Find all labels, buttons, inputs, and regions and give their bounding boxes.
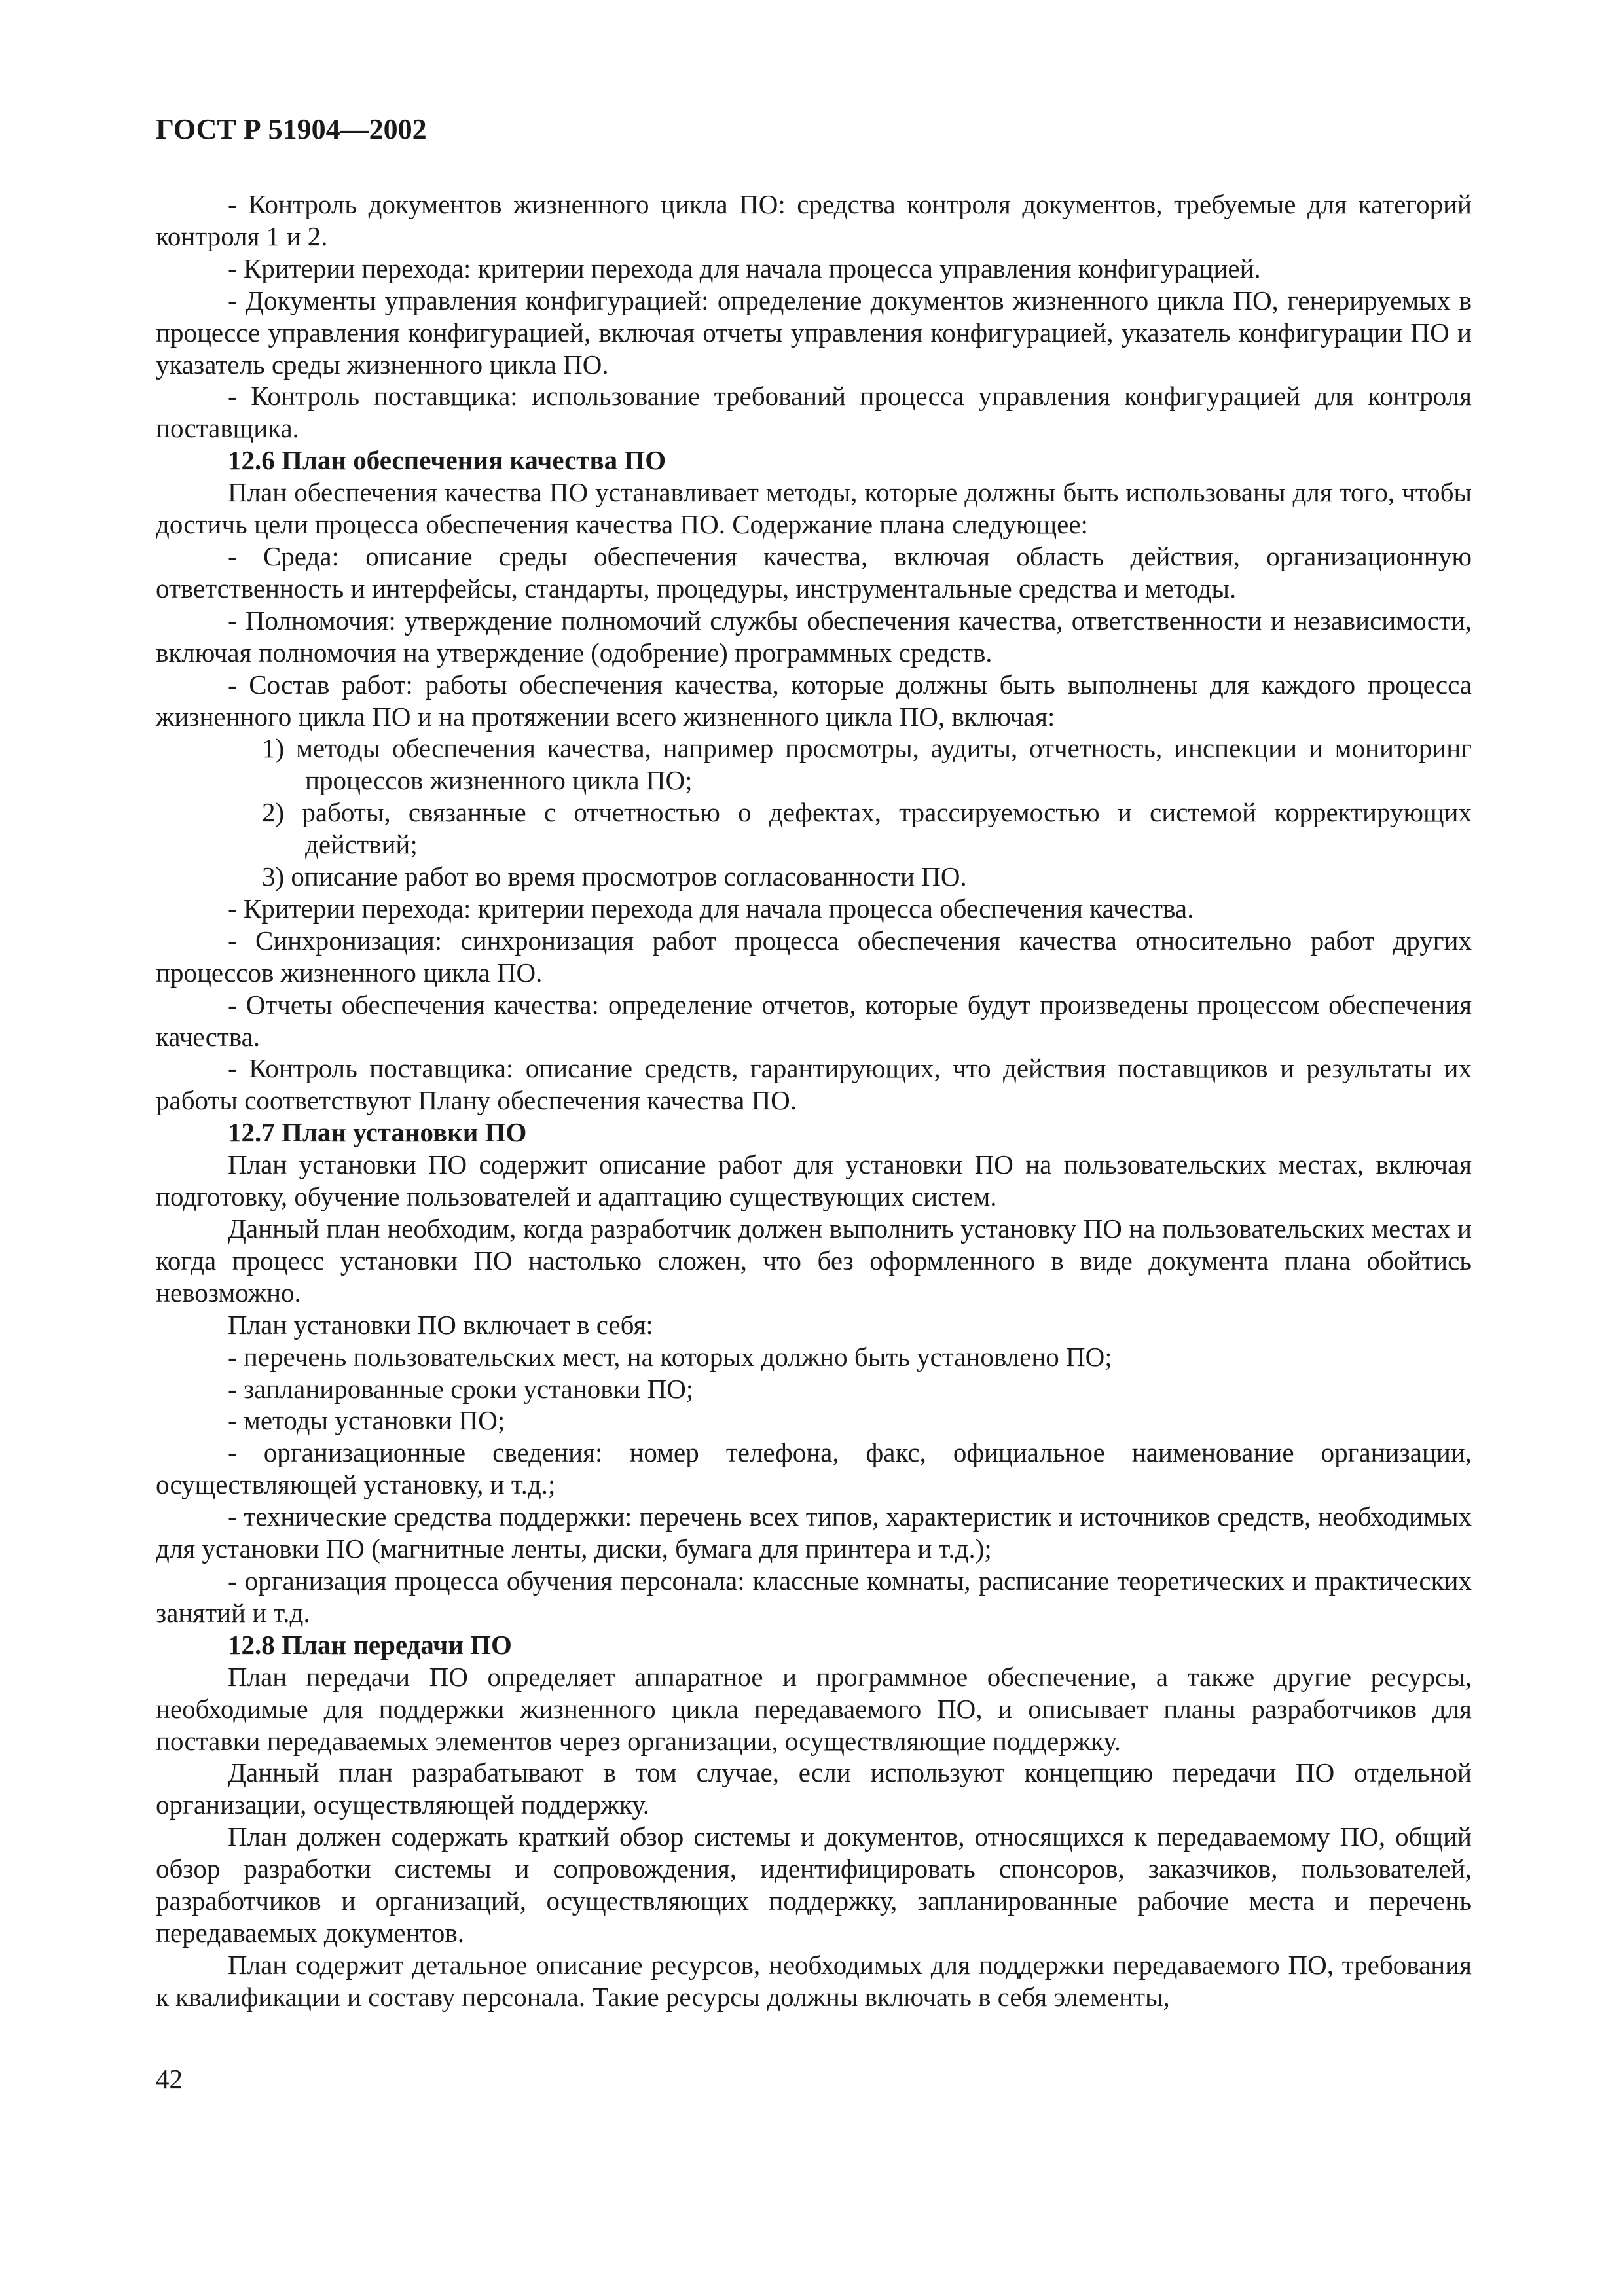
paragraph: - Состав работ: работы обеспечения качества, которые должны быть выполнены для каждого процесса жизненного цикла ПО и на протяжении всего жизненного цикла ПО, включая: bbox=[156, 669, 1472, 732]
paragraph: Данный план разрабатывают в том случае, если используют концепцию передачи ПО отдельной организации, осуществляющей поддержку. bbox=[156, 1757, 1472, 1820]
section-heading-12-7: 12.7 План установки ПО bbox=[228, 1117, 527, 1148]
numbered-list-item: 3) описание работ во время просмотров согласованности ПО. bbox=[262, 861, 967, 892]
paragraph: План должен содержать краткий обзор системы и документов, относящихся к передаваемому ПО, общий обзор разработки системы и сопровождения, идентифицировать спонсоров, заказчиков, пользователей, разработчиков и организаций, осуществляющих поддержку, запланированные рабочие места и перечень передаваемых документов. bbox=[156, 1821, 1472, 1948]
paragraph: - методы установки ПО; bbox=[228, 1405, 505, 1436]
paragraph: - Документы управления конфигурацией: определение документов жизненного цикла ПО, генерируемых в процессе управления конфигурацией, включая отчеты управления конфигурацией, указатель конфигурации ПО и указатель среды жизненного цикла ПО. bbox=[156, 285, 1472, 380]
paragraph: План установки ПО содержит описание работ для установки ПО на пользовательских местах, включая подготовку, обучение пользователей и адаптацию существующих систем. bbox=[156, 1149, 1472, 1212]
section-heading-12-6: 12.6 План обеспечения качества ПО bbox=[228, 445, 666, 476]
paragraph: План обеспечения качества ПО устанавливает методы, которые должны быть использованы для того, чтобы достичь цели процесса обеспечения качества ПО. Содержание плана следующее: bbox=[156, 477, 1472, 540]
paragraph: - Критерии перехода: критерии перехода для начала процесса управления конфигурацией. bbox=[228, 253, 1261, 283]
document-code: ГОСТ Р 51904—2002 bbox=[156, 113, 427, 145]
numbered-list bbox=[156, 732, 1472, 893]
paragraph: - перечень пользовательских мест, на которых должно быть установлено ПО; bbox=[228, 1341, 1112, 1372]
page-number: 42 bbox=[156, 2064, 183, 2094]
numbered-list-item: 2) работы, связанные с отчетностью о дефектах, трассируемостью и системой корректирующих действий; bbox=[262, 797, 1472, 860]
paragraph: - Контроль поставщика: использование требований процесса управления конфигурацией для контроля поставщика. bbox=[156, 381, 1472, 444]
paragraph: - Синхронизация: синхронизация работ процесса обеспечения качества относительно работ других процессов жизненного цикла ПО. bbox=[156, 925, 1472, 988]
paragraph: - запланированные сроки установки ПО; bbox=[228, 1373, 694, 1404]
paragraph: План передачи ПО определяет аппаратное и программное обеспечение, а также другие ресурсы, необходимые для поддержки жизненного цикла передаваемого ПО, и описывает планы разработчиков для поставки передаваемых элементов через организации, осуществляющие поддержку. bbox=[156, 1661, 1472, 1756]
paragraph: - Критерии перехода: критерии перехода для начала процесса обеспечения качества. bbox=[228, 893, 1194, 924]
paragraph: - Полномочия: утверждение полномочий службы обеспечения качества, ответственности и независимости, включая полномочия на утверждение (одобрение) программных средств. bbox=[156, 605, 1472, 668]
paragraph: - Контроль поставщика: описание средств, гарантирующих, что действия поставщиков и результаты их работы соответствуют Плану обеспечения качества ПО. bbox=[156, 1053, 1472, 1116]
paragraph: План содержит детальное описание ресурсов, необходимых для поддержки передаваемого ПО, требования к квалификации и составу персонала. Такие ресурсы должны включать в себя элементы, bbox=[156, 1949, 1472, 2012]
paragraph: - Контроль документов жизненного цикла ПО: средства контроля документов, требуемые для категорий контроля 1 и 2. bbox=[156, 189, 1472, 251]
section-heading-12-8: 12.8 План передачи ПО bbox=[228, 1629, 512, 1660]
paragraph: Данный план необходим, когда разработчик должен выполнить установку ПО на пользовательских местах и когда процесс установки ПО настолько сложен, что без оформленного в виде документа плана обойтись невозможно. bbox=[156, 1213, 1472, 1308]
paragraph: - Среда: описание среды обеспечения качества, включая область действия, организационную ответственность и интерфейсы, стандарты, процедуры, инструментальные средства и методы. bbox=[156, 541, 1472, 603]
paragraph: - технические средства поддержки: перечень всех типов, характеристик и источников средств, необходимых для установки ПО (магнитные ленты, диски, бумага для принтера и т.д.); bbox=[156, 1501, 1472, 1564]
paragraph: - Отчеты обеспечения качества: определение отчетов, которые будут произведены процессом обеспечения качества. bbox=[156, 989, 1472, 1052]
paragraph: - организационные сведения: номер телефона, факс, официальное наименование организации, осуществляющей установку, и т.д.; bbox=[156, 1437, 1472, 1500]
paragraph: - организация процесса обучения персонала: классные комнаты, расписание теоретических и практических занятий и т.д. bbox=[156, 1565, 1472, 1628]
numbered-list-item: 1) методы обеспечения качества, например просмотры, аудиты, отчетность, инспекции и мониторинг процессов жизненного цикла ПО; bbox=[262, 733, 1472, 796]
document-body bbox=[156, 188, 1472, 2013]
paragraph: План установки ПО включает в себя: bbox=[228, 1309, 653, 1340]
